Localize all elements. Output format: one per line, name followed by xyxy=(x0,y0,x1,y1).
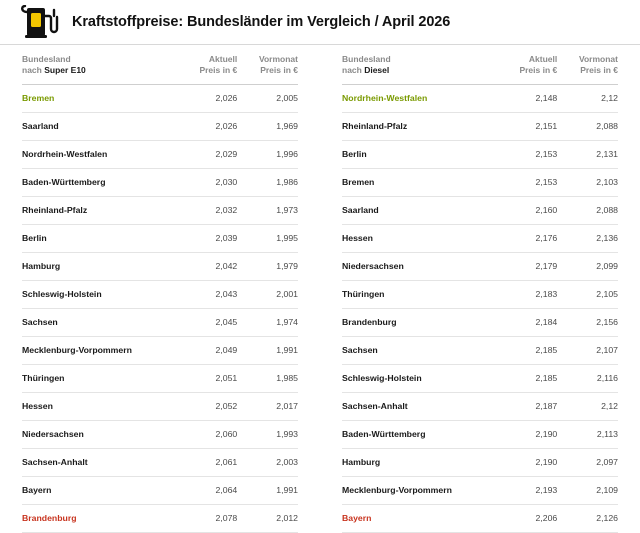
cell-aktuell: 2,187 xyxy=(497,392,558,420)
cell-vormonat: 2,012 xyxy=(237,504,298,532)
cell-aktuell: 2,051 xyxy=(177,364,238,392)
cell-vormonat: 1,969 xyxy=(237,112,298,140)
cell-bundesland: Hessen xyxy=(22,392,177,420)
column-header-aktuell xyxy=(497,44,558,84)
cell-vormonat: 2,12 xyxy=(557,392,618,420)
table-row xyxy=(342,392,618,420)
cell-vormonat: 2,017 xyxy=(237,392,298,420)
column-header-vormonat xyxy=(557,44,618,84)
cell-vormonat: 1,973 xyxy=(237,196,298,224)
cell-aktuell: 2,030 xyxy=(177,168,238,196)
cell-bundesland: Nordrhein-Westfalen xyxy=(342,84,497,112)
cell-bundesland: Schleswig-Holstein xyxy=(22,280,177,308)
cell-aktuell: 2,049 xyxy=(177,336,238,364)
cell-aktuell: 2,029 xyxy=(177,140,238,168)
cell-vormonat: 1,996 xyxy=(237,140,298,168)
cell-bundesland: Mecklenburg-Vorpommern xyxy=(22,336,177,364)
cell-aktuell: 2,193 xyxy=(497,476,558,504)
cell-vormonat: 1,986 xyxy=(237,168,298,196)
cell-aktuell: 2,153 xyxy=(497,140,558,168)
header-divider xyxy=(0,44,640,45)
table-row xyxy=(342,448,618,476)
cell-vormonat: 1,979 xyxy=(237,252,298,280)
table-row xyxy=(22,364,298,392)
table-row xyxy=(342,476,618,504)
table-header-row xyxy=(22,44,298,84)
column-header-aktuell xyxy=(177,44,238,84)
cell-aktuell: 2,039 xyxy=(177,224,238,252)
cell-bundesland: Schleswig-Holstein xyxy=(342,364,497,392)
table-row xyxy=(22,504,298,532)
cell-bundesland: Sachsen xyxy=(342,336,497,364)
cell-aktuell: 2,185 xyxy=(497,336,558,364)
cell-bundesland: Thüringen xyxy=(342,280,497,308)
cell-vormonat: 2,088 xyxy=(557,112,618,140)
column-header-bundesland xyxy=(342,44,497,84)
cell-vormonat: 1,991 xyxy=(237,336,298,364)
column-header-aktuell-line1: Aktuell xyxy=(208,54,238,64)
table-row xyxy=(342,308,618,336)
table-row xyxy=(342,364,618,392)
cell-bundesland: Berlin xyxy=(22,224,177,252)
cell-aktuell: 2,052 xyxy=(177,392,238,420)
table-row xyxy=(342,84,618,112)
column-header-aktuell-line1: Aktuell xyxy=(528,54,558,64)
cell-vormonat: 2,136 xyxy=(557,224,618,252)
cell-vormonat: 2,088 xyxy=(557,196,618,224)
table-row xyxy=(22,140,298,168)
cell-aktuell: 2,160 xyxy=(497,196,558,224)
table-row xyxy=(22,168,298,196)
column-header-vormonat-line1: Vormonat xyxy=(578,54,618,64)
table-row xyxy=(22,392,298,420)
cell-aktuell: 2,183 xyxy=(497,280,558,308)
cell-bundesland: Baden-Württemberg xyxy=(342,420,497,448)
table-row xyxy=(22,196,298,224)
table-row xyxy=(342,224,618,252)
table-super-e10 xyxy=(0,44,320,533)
cell-bundesland: Bayern xyxy=(22,476,177,504)
cell-bundesland: Brandenburg xyxy=(22,504,177,532)
cell-bundesland: Rheinland-Pfalz xyxy=(342,112,497,140)
column-header-bundesland-line1: Bundesland xyxy=(342,54,391,64)
cell-bundesland: Hessen xyxy=(342,224,497,252)
cell-bundesland: Hamburg xyxy=(22,252,177,280)
table-row xyxy=(22,280,298,308)
cell-vormonat: 2,156 xyxy=(557,308,618,336)
cell-vormonat: 1,993 xyxy=(237,420,298,448)
table-body-diesel xyxy=(342,84,618,532)
cell-aktuell: 2,042 xyxy=(177,252,238,280)
table-header-row xyxy=(342,44,618,84)
cell-aktuell: 2,185 xyxy=(497,364,558,392)
cell-vormonat: 2,097 xyxy=(557,448,618,476)
cell-vormonat: 2,116 xyxy=(557,364,618,392)
cell-aktuell: 2,153 xyxy=(497,168,558,196)
column-header-bundesland-line2: nach Diesel xyxy=(342,65,390,76)
cell-aktuell: 2,179 xyxy=(497,252,558,280)
table-row xyxy=(342,504,618,532)
column-header-vormonat-line2: Preis in € xyxy=(260,65,298,76)
table-row xyxy=(22,476,298,504)
table-row xyxy=(22,252,298,280)
cell-bundesland: Bremen xyxy=(22,84,177,112)
cell-aktuell: 2,190 xyxy=(497,420,558,448)
cell-bundesland: Saarland xyxy=(342,196,497,224)
cell-vormonat: 2,109 xyxy=(557,476,618,504)
table-row xyxy=(22,224,298,252)
cell-bundesland: Nordrhein-Westfalen xyxy=(22,140,177,168)
column-header-bundesland xyxy=(22,44,177,84)
cell-aktuell: 2,061 xyxy=(177,448,238,476)
column-header-aktuell-line2: Preis in € xyxy=(519,65,558,76)
cell-bundesland: Thüringen xyxy=(22,364,177,392)
column-header-aktuell-line2: Preis in € xyxy=(199,65,238,76)
cell-aktuell: 2,184 xyxy=(497,308,558,336)
table-row xyxy=(342,112,618,140)
cell-vormonat: 1,995 xyxy=(237,224,298,252)
cell-bundesland: Sachsen-Anhalt xyxy=(22,448,177,476)
tables-container xyxy=(0,44,640,533)
table-body-super-e10 xyxy=(22,84,298,532)
cell-vormonat: 1,991 xyxy=(237,476,298,504)
table-row xyxy=(22,336,298,364)
cell-bundesland: Sachsen-Anhalt xyxy=(342,392,497,420)
column-header-bundesland-line2: nach Super E10 xyxy=(22,65,86,76)
column-header-vormonat xyxy=(237,44,298,84)
table-row xyxy=(342,168,618,196)
cell-bundesland: Hamburg xyxy=(342,448,497,476)
column-header-fuel-type: Diesel xyxy=(364,65,390,76)
page-header xyxy=(0,0,640,44)
cell-aktuell: 2,060 xyxy=(177,420,238,448)
cell-vormonat: 2,001 xyxy=(237,280,298,308)
table-row xyxy=(342,280,618,308)
column-header-bundesland-line1: Bundesland xyxy=(22,54,71,64)
cell-vormonat: 2,099 xyxy=(557,252,618,280)
page-title: Kraftstoffpreise: Bundesländer im Vergleich / April 2026 xyxy=(72,14,451,30)
fuel-pump-icon xyxy=(16,5,62,39)
cell-bundesland: Niedersachsen xyxy=(22,420,177,448)
cell-bundesland: Niedersachsen xyxy=(342,252,497,280)
cell-vormonat: 1,974 xyxy=(237,308,298,336)
cell-aktuell: 2,176 xyxy=(497,224,558,252)
cell-bundesland: Rheinland-Pfalz xyxy=(22,196,177,224)
cell-vormonat: 2,131 xyxy=(557,140,618,168)
cell-bundesland: Sachsen xyxy=(22,308,177,336)
table-row xyxy=(22,308,298,336)
table-row xyxy=(342,420,618,448)
cell-aktuell: 2,045 xyxy=(177,308,238,336)
table-row xyxy=(342,140,618,168)
cell-bundesland: Brandenburg xyxy=(342,308,497,336)
cell-bundesland: Saarland xyxy=(22,112,177,140)
column-header-fuel-type: Super E10 xyxy=(44,65,86,76)
cell-aktuell: 2,043 xyxy=(177,280,238,308)
cell-vormonat: 2,003 xyxy=(237,448,298,476)
table-row xyxy=(342,336,618,364)
table-row xyxy=(22,112,298,140)
cell-vormonat: 1,985 xyxy=(237,364,298,392)
cell-bundesland: Baden-Württemberg xyxy=(22,168,177,196)
cell-aktuell: 2,148 xyxy=(497,84,558,112)
cell-vormonat: 2,126 xyxy=(557,504,618,532)
cell-vormonat: 2,12 xyxy=(557,84,618,112)
cell-aktuell: 2,064 xyxy=(177,476,238,504)
cell-aktuell: 2,151 xyxy=(497,112,558,140)
cell-bundesland: Bremen xyxy=(342,168,497,196)
cell-aktuell: 2,032 xyxy=(177,196,238,224)
table-row xyxy=(342,196,618,224)
cell-aktuell: 2,078 xyxy=(177,504,238,532)
table-row xyxy=(22,420,298,448)
cell-aktuell: 2,026 xyxy=(177,112,238,140)
cell-aktuell: 2,190 xyxy=(497,448,558,476)
cell-vormonat: 2,005 xyxy=(237,84,298,112)
table-row xyxy=(22,448,298,476)
cell-bundesland: Berlin xyxy=(342,140,497,168)
cell-vormonat: 2,107 xyxy=(557,336,618,364)
column-header-vormonat-line1: Vormonat xyxy=(258,54,298,64)
cell-vormonat: 2,113 xyxy=(557,420,618,448)
cell-aktuell: 2,026 xyxy=(177,84,238,112)
table-diesel xyxy=(320,44,640,533)
cell-vormonat: 2,103 xyxy=(557,168,618,196)
column-header-vormonat-line2: Preis in € xyxy=(580,65,618,76)
cell-bundesland: Bayern xyxy=(342,504,497,532)
table-row xyxy=(22,84,298,112)
cell-vormonat: 2,105 xyxy=(557,280,618,308)
cell-aktuell: 2,206 xyxy=(497,504,558,532)
cell-bundesland: Mecklenburg-Vorpommern xyxy=(342,476,497,504)
table-row xyxy=(342,252,618,280)
